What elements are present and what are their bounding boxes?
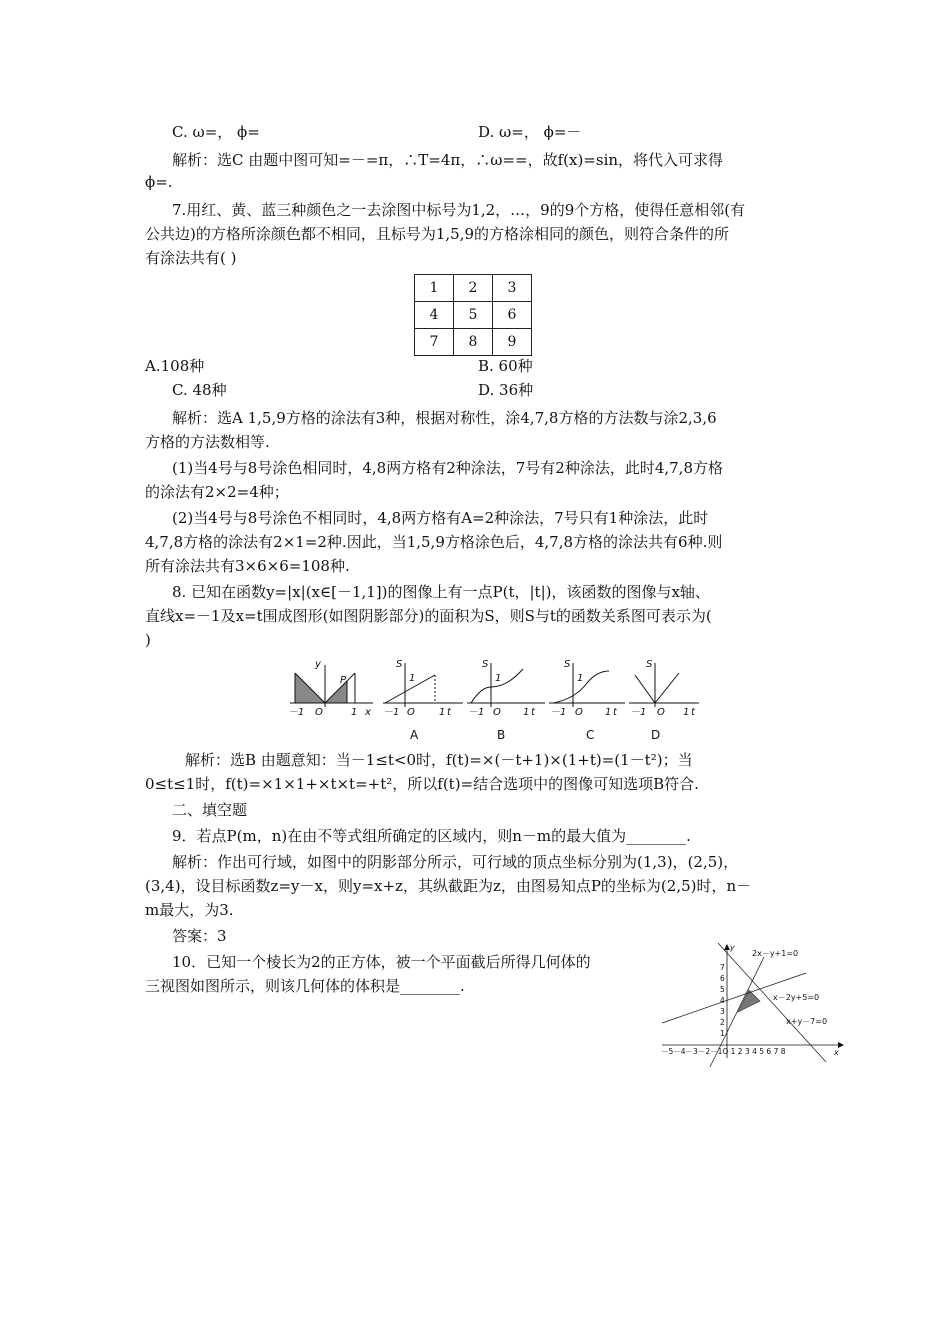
question-7-line3: 有涂法共有( )	[145, 249, 237, 267]
question-10-line2: 三视图如图所示，则该几何体的体积是________.	[145, 977, 465, 995]
figure-9-feasible-region	[658, 942, 844, 1082]
origin-label: O	[315, 707, 323, 718]
solution-7-line6: 4,7,8方格的涂法有2×1=2种.因此，当1,5,9方格涂色后，4,7,8方格的涂法共有6种.则	[145, 533, 723, 551]
tick-1t: 1	[605, 707, 612, 718]
solution-7-line5: (2)当4号与8号涂色不相同时，4,8两方格有A=2种涂法，7号只有1种涂法，此时	[172, 509, 709, 527]
y-tick: 6	[720, 974, 725, 983]
solution-7-line1: 解析：选A 1,5,9方格的涂法有3种，根据对称性，涂4,7,8方格的方法数与涂2,3,6	[172, 409, 717, 427]
line-label-2: x－2y+5=0	[773, 993, 820, 1002]
tick-1: 1	[351, 707, 358, 718]
solution-7-line4: 的涂法有2×2=4种；	[145, 483, 289, 501]
solution-7-line3: (1)当4号与8号涂色相同时，4,8两方格有2种涂法，7号有2种涂法，此时4,7,8方格	[172, 459, 723, 477]
axis-t-label: t	[531, 707, 535, 718]
option-7a: A.108种	[145, 357, 205, 375]
axis-t-label: t	[447, 707, 451, 718]
option-c: C. ω=， ϕ=	[172, 123, 260, 141]
y-axis-label: y	[730, 943, 735, 952]
y-tick: 7	[720, 963, 725, 972]
question-8-line1: 8. 已知在函数y=|x|(x∈[－1,1])的图像上有一点P(t，|t|)，该函数的图像与x轴、	[172, 583, 710, 601]
question-9: 9．若点P(m，n)在由不等式组所确定的区域内，则n－m的最大值为________.	[172, 827, 691, 845]
grid-cell: 1	[415, 275, 454, 302]
y-tick: 5	[720, 985, 725, 994]
tick-1: 1	[409, 673, 416, 684]
grid-cell: 3	[493, 275, 532, 302]
axis-s-label: S	[646, 659, 653, 670]
origin-label: O	[575, 707, 583, 718]
graph-option-d	[629, 659, 699, 742]
tick-1t: 1	[439, 707, 446, 718]
tick-neg1: －1	[288, 707, 305, 718]
y-tick: 2	[720, 1018, 725, 1027]
tick-neg1: －1	[383, 707, 400, 718]
solution-7-line7: 所有涂法共有3×6×6=108种.	[145, 557, 350, 575]
solution-8-line2: 0≤t≤1时，f(t)=×1×1+×t×t=+t²，所以f(t)=结合选项中的图像可知选项B符合.	[145, 775, 699, 793]
axis-s-label: S	[564, 659, 571, 670]
solution-6-line2: ϕ=.	[145, 173, 173, 191]
axis-s-label: S	[396, 659, 403, 670]
grid-cell: 4	[415, 302, 454, 329]
y-tick: 3	[720, 1007, 725, 1016]
tick-1: 1	[577, 673, 584, 684]
grid-cell: 9	[493, 329, 532, 356]
graph-option-b	[467, 659, 545, 742]
line-label-1: 2x－y+1=0	[752, 949, 799, 958]
tick-1t: 1	[523, 707, 530, 718]
origin-label: O	[407, 707, 415, 718]
solution-9-line2: (3,4)，设目标函数z=y－x，则y=x+z，其纵截距为z，由图易知点P的坐标为(2,5)时，n－	[145, 877, 752, 895]
x-axis-label: x	[834, 1048, 839, 1057]
option-7b: B. 60种	[478, 357, 533, 375]
option-label-a: A	[410, 728, 419, 742]
axis-t-label: t	[613, 707, 617, 718]
number-grid	[414, 274, 532, 356]
y-tick: 1	[720, 1029, 725, 1038]
axis-t-label: t	[691, 707, 695, 718]
origin-label: O	[657, 707, 665, 718]
axis-s-label: S	[482, 659, 489, 670]
option-7d: D. 36种	[478, 381, 534, 399]
tick-neg1: －1	[550, 707, 567, 718]
y-tick: 4	[720, 996, 725, 1005]
grid-cell: 7	[415, 329, 454, 356]
solution-9-line1: 解析：作出可行域，如图中的阴影部分所示，可行域的顶点坐标分别为(1,3)，(2,5)，	[172, 853, 739, 871]
axis-x-label: x	[365, 707, 371, 718]
tick-1t: 1	[683, 707, 690, 718]
question-8-line2: 直线x=－1及x=t围成图形(如图阴影部分)的面积为S，则S与t的函数关系图可表示为(	[145, 607, 712, 625]
origin-label: O	[493, 707, 501, 718]
line-label-3: x+y－7=0	[786, 1017, 828, 1026]
question-7-line2: 公共边)的方格所涂颜色都不相同，且标号为1,5,9的方格涂相同的颜色，则符合条件的所	[145, 225, 730, 243]
grid-cell: 8	[454, 329, 493, 356]
option-d: D. ω=， ϕ=－	[478, 123, 582, 141]
section-heading-fill-in: 二、填空题	[172, 801, 248, 819]
figure-8-main-graph	[288, 659, 373, 718]
grid-cell: 5	[454, 302, 493, 329]
solution-7-line2: 方格的方法数相等.	[145, 433, 270, 451]
grid-cell: 6	[493, 302, 532, 329]
solution-9-line3: m最大，为3.	[145, 901, 234, 919]
tick-neg1: －1	[630, 707, 647, 718]
graph-option-c	[549, 659, 625, 742]
question-8-line3: )	[145, 631, 151, 649]
option-7c: C. 48种	[172, 381, 227, 399]
option-label-c: C	[586, 728, 595, 742]
graph-option-a	[383, 659, 463, 742]
question-10-line1: 10．已知一个棱长为2的正方体，被一个平面截后所得几何体的	[172, 953, 591, 971]
option-label-b: B	[497, 728, 506, 742]
point-p-label: P	[340, 675, 347, 686]
solution-8-line1: 解析：选B 由题意知：当－1≤t<0时，f(t)=×(－t+1)×(1+t)=(1－t²)；当	[185, 751, 693, 769]
tick-neg1: －1	[468, 707, 485, 718]
answer-9: 答案：3	[172, 927, 227, 945]
figure-8-graphs	[285, 655, 705, 745]
option-label-d: D	[651, 728, 661, 742]
question-7-line1: 7.用红、黄、蓝三种颜色之一去涂图中标号为1,2，…，9的9个方格，使得任意相邻(有	[172, 201, 746, 219]
grid-cell: 2	[454, 275, 493, 302]
tick-1: 1	[495, 673, 502, 684]
solution-6-line1: 解析：选C 由题中图可知=－=π，∴T=4π，∴ω==，故f(x)=sin，将代入可求得	[172, 151, 724, 169]
axis-y-label: y	[315, 659, 321, 670]
x-ticks: －5－4－3－2－1O 1 2 3 4 5 6 7 8	[661, 1047, 786, 1056]
